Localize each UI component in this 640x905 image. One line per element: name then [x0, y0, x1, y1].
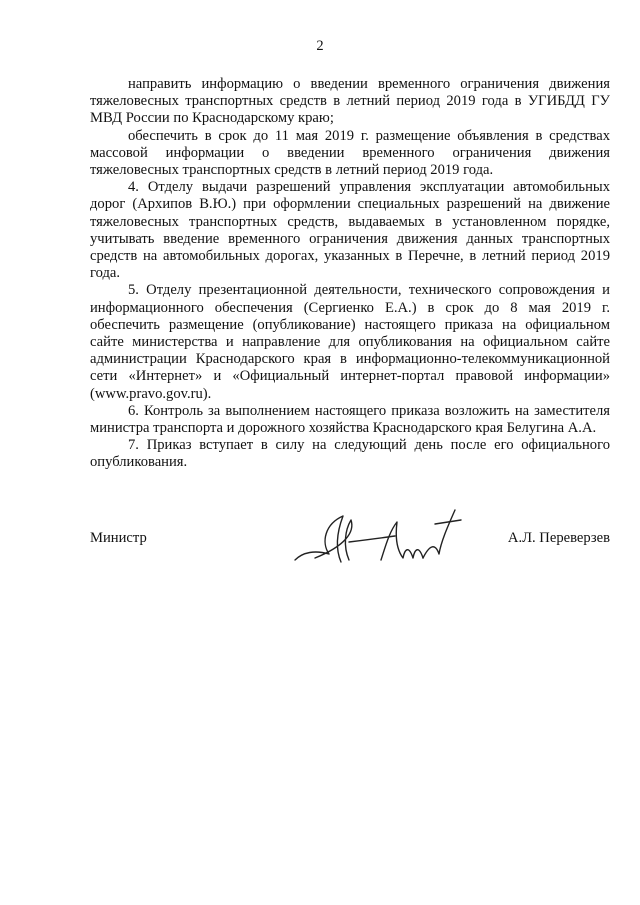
paragraph-5: 6. Контроль за выполнением настоящего приказа возложить на заместителя министра транспорта и дорожного хозяйства Краснодарского края Белугина А.А.: [90, 402, 610, 437]
paragraph-2: обеспечить в срок до 11 мая 2019 г. размещение объявления в средствах массовой информации о введении временного ограничения движения тяжеловесных транспортных средств в летний период 2019 года.: [90, 127, 610, 179]
paragraph-3: 4. Отделу выдачи разрешений управления эксплуатации автомобильных дорог (Архипов В.Ю.) при оформлении специальных разрешений на движение тяжеловесных транспортных средств, выдаваемых в установленном порядке, учитывать введение временного ограничения движения данных транспортных средств на автомобильных дорогах, указанных в Перечне, в летний период 2019 года.: [90, 179, 610, 282]
page-number: 2: [316, 38, 324, 54]
signature-block: [90, 530, 610, 610]
handwritten-signature: [285, 502, 475, 572]
paragraph-4: 5. Отделу презентационной деятельности, технического сопровождения и информационного обеспечения (Сергиенко Е.А.) в срок до 8 мая 2019 г. обеспечить размещение (опубликование) настоящего приказа на официальном сайте министерства и направление для опубликования на официальном сайте администрации Краснодарского края в информационно-телекоммуникационной сети «Интернет» и «Официальный интернет-портал правовой информации» (www.pravo.gov.ru).: [90, 282, 610, 402]
document-body: [90, 76, 610, 472]
signatory-title: Министр: [90, 530, 147, 546]
paragraph-6: 7. Приказ вступает в силу на следующий день после его официального опубликования.: [90, 437, 610, 471]
signatory-name: А.Л. Переверзев: [507, 530, 610, 546]
paragraph-1: направить информацию о введении временного ограничения движения тяжеловесных транспортных средств в летний период 2019 года в УГИБДД ГУ МВД России по Краснодарскому краю;: [90, 76, 610, 127]
